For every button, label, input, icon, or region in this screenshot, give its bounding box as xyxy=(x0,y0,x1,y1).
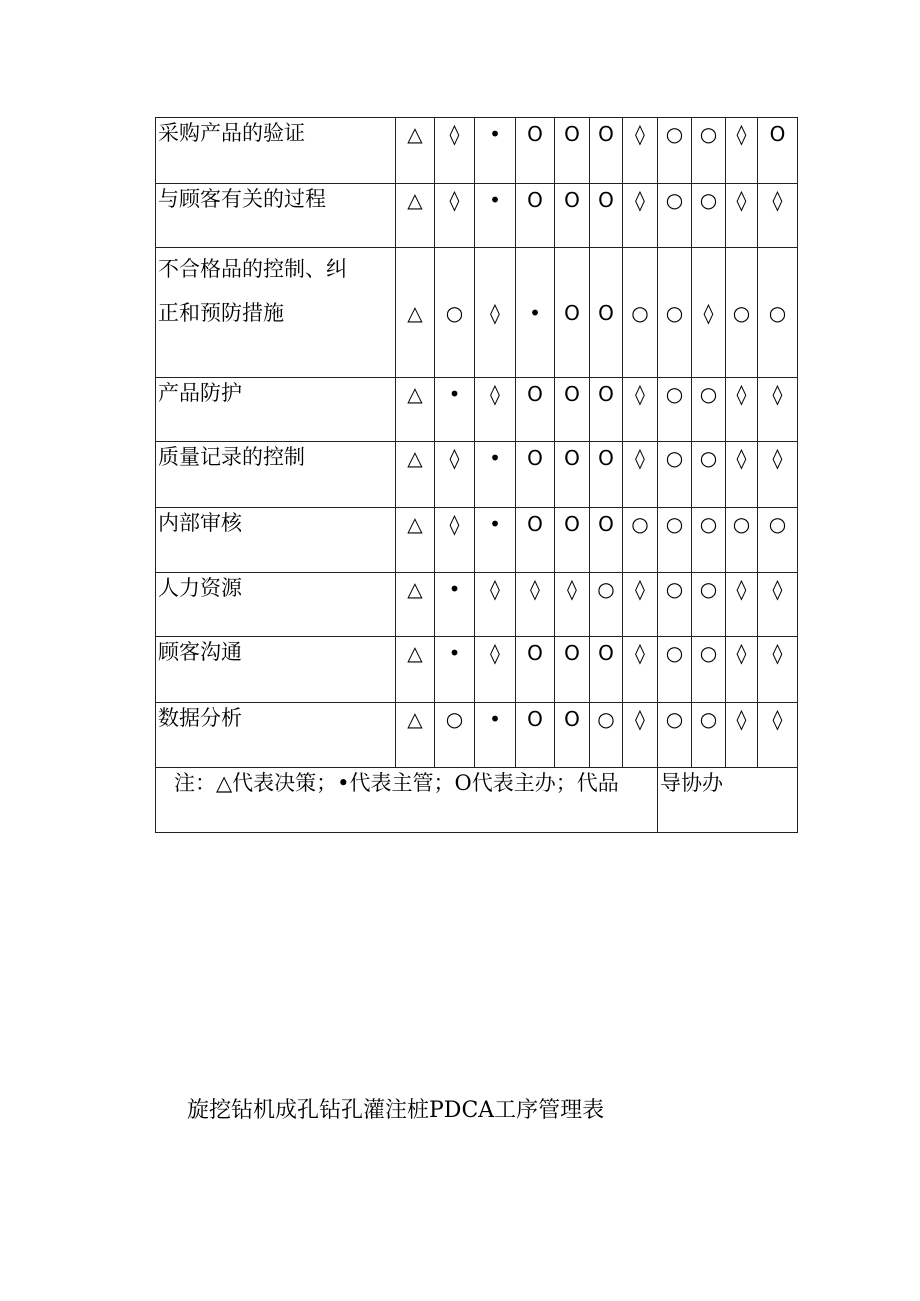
row-label-line: 正和预防措施 xyxy=(158,301,284,325)
responsibility-cell: ○ xyxy=(658,378,692,442)
table-row xyxy=(156,637,798,703)
responsibility-cell: ○ xyxy=(692,637,726,703)
responsibility-cell: △ xyxy=(396,118,435,184)
responsibility-cell: ◊ xyxy=(435,508,475,573)
responsibility-cell: ◊ xyxy=(726,637,758,703)
responsibility-cell: • xyxy=(475,184,516,248)
responsibility-cell: ○ xyxy=(658,703,692,768)
responsibility-cell: ○ xyxy=(658,508,692,573)
legend-note: 注：△代表决策；•代表主管；O代表主办；代品 xyxy=(156,768,658,833)
responsibility-cell: O xyxy=(516,118,555,184)
responsibility-cell: ○ xyxy=(692,508,726,573)
responsibility-cell: O xyxy=(516,637,555,703)
table-row xyxy=(156,442,798,508)
responsibility-cell: ◊ xyxy=(623,184,658,248)
row-label xyxy=(156,378,396,442)
responsibility-cell: ◊ xyxy=(623,637,658,703)
responsibility-cell: ◊ xyxy=(758,573,798,637)
responsibility-cell: O xyxy=(555,703,590,768)
responsibility-cell: • xyxy=(475,118,516,184)
responsibility-cell: ◊ xyxy=(758,637,798,703)
row-label-line: 采购产品的验证 xyxy=(158,121,305,145)
responsibility-cell: ◊ xyxy=(758,442,798,508)
responsibility-cell: ◊ xyxy=(435,442,475,508)
responsibility-cell: ◊ xyxy=(758,378,798,442)
responsibility-cell: O xyxy=(590,248,623,378)
responsibility-cell: ○ xyxy=(658,637,692,703)
responsibility-cell: • xyxy=(475,442,516,508)
responsibility-cell: ○ xyxy=(658,118,692,184)
responsibility-cell: • xyxy=(516,248,555,378)
responsibility-cell: O xyxy=(590,378,623,442)
responsibility-cell: △ xyxy=(396,703,435,768)
responsibility-cell: O xyxy=(590,118,623,184)
responsibility-cell: ○ xyxy=(726,248,758,378)
row-label xyxy=(156,573,396,637)
responsibility-cell: ○ xyxy=(692,118,726,184)
row-label-line: 产品防护 xyxy=(158,381,242,405)
row-label-line: 与顾客有关的过程 xyxy=(158,187,326,211)
row-label-line: 顾客沟通 xyxy=(158,640,242,664)
responsibility-cell: △ xyxy=(396,442,435,508)
row-label xyxy=(156,184,396,248)
responsibility-cell: ○ xyxy=(726,508,758,573)
responsibility-cell: O xyxy=(516,442,555,508)
row-label-line: 内部审核 xyxy=(158,511,242,535)
responsibility-cell: △ xyxy=(396,637,435,703)
responsibility-cell: ◊ xyxy=(435,184,475,248)
responsibility-cell: ○ xyxy=(658,248,692,378)
responsibility-cell: ○ xyxy=(692,442,726,508)
responsibility-cell: O xyxy=(555,184,590,248)
responsibility-cell: O xyxy=(590,184,623,248)
responsibility-cell: ◊ xyxy=(623,378,658,442)
table-row xyxy=(156,184,798,248)
responsibility-cell: • xyxy=(475,703,516,768)
legend-note-continued: 导协办 xyxy=(658,768,798,833)
note-row xyxy=(156,768,798,833)
responsibility-cell: • xyxy=(435,573,475,637)
responsibility-cell: ○ xyxy=(435,703,475,768)
responsibility-cell: O xyxy=(590,508,623,573)
responsibility-cell: O xyxy=(516,184,555,248)
responsibility-cell: O xyxy=(555,248,590,378)
responsibility-cell: ○ xyxy=(758,248,798,378)
row-label-line: 不合格品的控制、纠 xyxy=(158,257,347,281)
responsibility-cell: O xyxy=(758,118,798,184)
responsibility-cell: • xyxy=(475,508,516,573)
responsibility-cell: ○ xyxy=(692,703,726,768)
responsibility-cell: ◊ xyxy=(692,248,726,378)
responsibility-cell: △ xyxy=(396,184,435,248)
responsibility-cell: ◊ xyxy=(475,248,516,378)
table-row xyxy=(156,508,798,573)
responsibility-cell: O xyxy=(555,637,590,703)
document-title: 旋挖钻机成孔钻孔灌注桩PDCA工序管理表 xyxy=(187,1098,605,1123)
row-label-line: 质量记录的控制 xyxy=(158,445,305,469)
responsibility-cell: ○ xyxy=(692,184,726,248)
responsibility-cell: ○ xyxy=(623,248,658,378)
responsibility-cell: O xyxy=(516,378,555,442)
table-row xyxy=(156,118,798,184)
responsibility-cell: ◊ xyxy=(475,573,516,637)
responsibility-cell: ◊ xyxy=(435,118,475,184)
responsibility-cell: ○ xyxy=(658,573,692,637)
responsibility-cell: △ xyxy=(396,248,435,378)
responsibility-cell: O xyxy=(555,118,590,184)
responsibility-cell: ◊ xyxy=(726,378,758,442)
responsibility-cell: △ xyxy=(396,573,435,637)
responsibility-cell: △ xyxy=(396,378,435,442)
responsibility-cell: ◊ xyxy=(475,378,516,442)
responsibility-cell: ○ xyxy=(692,573,726,637)
table-row xyxy=(156,703,798,768)
responsibility-cell: ○ xyxy=(658,184,692,248)
responsibility-cell: ○ xyxy=(692,378,726,442)
responsibility-cell: O xyxy=(516,508,555,573)
row-label xyxy=(156,703,396,768)
table-row xyxy=(156,378,798,442)
responsibility-cell: ○ xyxy=(590,573,623,637)
responsibility-cell: O xyxy=(555,378,590,442)
responsibility-cell: ○ xyxy=(435,248,475,378)
responsibility-cell: O xyxy=(590,637,623,703)
responsibility-cell: △ xyxy=(396,508,435,573)
responsibility-cell: • xyxy=(435,637,475,703)
row-label xyxy=(156,637,396,703)
row-label-line: 数据分析 xyxy=(158,706,242,730)
responsibility-cell: ◊ xyxy=(623,573,658,637)
responsibility-cell: ○ xyxy=(658,442,692,508)
responsibility-cell: ◊ xyxy=(726,442,758,508)
row-label xyxy=(156,508,396,573)
responsibility-cell: ◊ xyxy=(516,573,555,637)
responsibility-cell: ◊ xyxy=(623,703,658,768)
table-row xyxy=(156,248,798,378)
responsibility-cell: • xyxy=(435,378,475,442)
responsibility-cell: O xyxy=(516,703,555,768)
row-label xyxy=(156,118,396,184)
responsibility-cell: ◊ xyxy=(758,703,798,768)
responsibility-cell: ◊ xyxy=(623,442,658,508)
responsibility-cell: ○ xyxy=(623,508,658,573)
responsibility-matrix-table xyxy=(155,117,798,833)
responsibility-cell: O xyxy=(590,442,623,508)
responsibility-cell: ◊ xyxy=(475,637,516,703)
table-row xyxy=(156,573,798,637)
responsibility-cell: ◊ xyxy=(726,118,758,184)
responsibility-cell: O xyxy=(555,442,590,508)
responsibility-cell: ◊ xyxy=(555,573,590,637)
responsibility-cell: ◊ xyxy=(726,573,758,637)
responsibility-cell: ◊ xyxy=(758,184,798,248)
responsibility-cell: ◊ xyxy=(726,703,758,768)
responsibility-cell: ○ xyxy=(590,703,623,768)
responsibility-cell: ◊ xyxy=(623,118,658,184)
row-label xyxy=(156,248,396,378)
responsibility-cell: O xyxy=(555,508,590,573)
responsibility-cell: ◊ xyxy=(726,184,758,248)
row-label xyxy=(156,442,396,508)
row-label-line: 人力资源 xyxy=(158,576,242,600)
responsibility-cell: ○ xyxy=(758,508,798,573)
